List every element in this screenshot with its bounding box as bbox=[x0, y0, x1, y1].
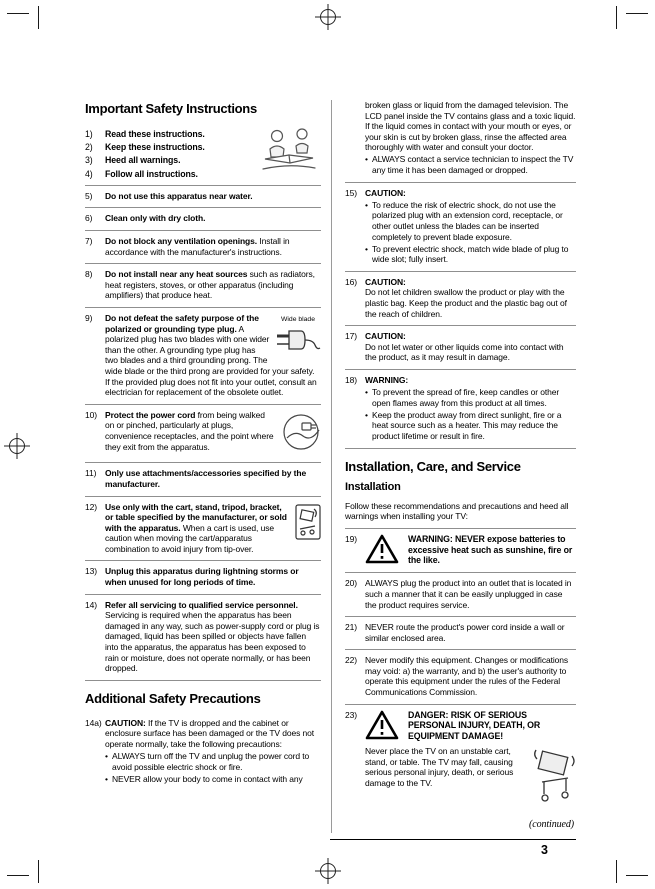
item-body bbox=[105, 191, 321, 202]
item-text: Do not let children swallow the product or play with the plastic bag. Keep the product and the plastic bag out of the reach of children. bbox=[365, 287, 567, 319]
bullet-item bbox=[365, 387, 576, 408]
list-item bbox=[85, 168, 257, 181]
danger-triangle-icon bbox=[365, 710, 399, 743]
safety-item-10 bbox=[85, 405, 321, 464]
safety-item-7 bbox=[85, 231, 321, 264]
instructions-1-4-list bbox=[85, 125, 257, 181]
crop-mark-bottom-right-horizontal bbox=[626, 875, 648, 876]
item-bold-text: Unplug this apparatus during lightning storms or when unused for long periods of time. bbox=[105, 566, 299, 588]
bullet-glyph: • bbox=[365, 387, 368, 398]
item-text: Follow all instructions. bbox=[105, 168, 198, 179]
item-body bbox=[105, 600, 321, 674]
item-number: 8) bbox=[85, 269, 93, 280]
item-number: 17) bbox=[345, 331, 357, 342]
crop-mark-bottom-left-horizontal bbox=[7, 875, 29, 876]
item-number: 6) bbox=[85, 213, 93, 224]
bullet-text: Keep the product away from direct sunlight, fire or a heat source such as a heater. This may reduce the product lifetime or result in fire. bbox=[372, 409, 562, 441]
safety-item-8 bbox=[85, 264, 321, 308]
section-heading-additional-precautions: Additional Safety Precautions bbox=[85, 690, 261, 706]
cart-tipover-warning-icon bbox=[295, 504, 321, 540]
item-bold-text: Do not block any ventilation openings. bbox=[105, 236, 258, 246]
safety-item-15 bbox=[345, 183, 576, 272]
safety-item-17 bbox=[345, 326, 576, 370]
item-number: 21) bbox=[345, 622, 357, 633]
bullet-item bbox=[365, 244, 576, 265]
safety-item-9 bbox=[85, 308, 321, 405]
item-number: 2) bbox=[85, 142, 93, 153]
bullet-glyph: • bbox=[365, 243, 368, 254]
item-number: 5) bbox=[85, 190, 93, 201]
item-number: 9) bbox=[85, 312, 93, 323]
item-rest-text: such as radiators, heat registers, stoves, or other apparatus (including amplifiers) that produce heat. bbox=[105, 269, 315, 301]
item-rest-text: When a cart is used, use caution when moving the cart/apparatus combination to avoid injury from tip-over. bbox=[105, 522, 274, 554]
crop-mark-top-left-vertical bbox=[38, 6, 39, 29]
warning-text: WARNING: NEVER expose batteries to excessive heat such as sunshine, fire or the like. bbox=[408, 533, 573, 566]
falling-tv-figure bbox=[532, 748, 576, 807]
item-bold-text: Do not use this apparatus near water. bbox=[105, 190, 253, 201]
item-bold-text: Do not install near any heat sources bbox=[105, 269, 248, 280]
item-number: 16) bbox=[345, 276, 357, 287]
list-item bbox=[85, 141, 257, 154]
item-number: 14) bbox=[85, 599, 97, 610]
people-reading-illustration-icon bbox=[257, 125, 321, 181]
danger-row bbox=[365, 710, 576, 743]
falling-tv-icon bbox=[532, 748, 576, 804]
safety-item-22 bbox=[345, 650, 576, 704]
item-number: 3) bbox=[85, 155, 93, 166]
crop-mark-top-right-vertical bbox=[616, 6, 617, 29]
bullet-glyph: • bbox=[105, 751, 108, 762]
polarized-plug-figure bbox=[275, 315, 321, 355]
continuation-text: broken glass or liquid from the damaged television. The LCD panel inside the TV contains glass and a toxic liquid. If the liquid comes in contact with your mouth or eyes, or your skin is cut by broken glass, rinse the affected area thoroughly with water and consult your doctor. bbox=[365, 100, 576, 153]
crop-mark-top-left-horizontal bbox=[7, 13, 29, 14]
item-number: 7) bbox=[85, 236, 93, 246]
bullet-text: NEVER allow your body to come in contact with any bbox=[112, 773, 303, 784]
right-column bbox=[345, 100, 576, 830]
safety-item-23 bbox=[345, 705, 576, 815]
item-number: 11) bbox=[85, 468, 97, 479]
item-number: 4) bbox=[85, 168, 93, 179]
item-rest-text: from being walked on or pinched, particularly at plugs, convenience receptacles, and the point where they exit from the apparatus. bbox=[105, 409, 274, 452]
item-body bbox=[365, 710, 576, 809]
item-body bbox=[365, 534, 576, 567]
bullet-text: To reduce the risk of electric shock, do not use the polarized plug with an extension cord, receptacle, or other outlet unless the blades can be inserted completely to prevent blade exposure. bbox=[372, 199, 563, 242]
item-bold-text: Only use attachments/accessories specified by the manufacturer. bbox=[105, 468, 307, 489]
polarized-plug-icon bbox=[275, 327, 321, 353]
section-heading-installation-care-service: Installation, Care, and Service bbox=[345, 458, 521, 474]
left-column bbox=[85, 100, 321, 790]
item-body bbox=[105, 236, 321, 257]
power-cord-icon bbox=[281, 412, 321, 452]
safety-item-13 bbox=[85, 561, 321, 594]
safety-item-18 bbox=[345, 370, 576, 449]
item-text: Do not let water or other liquids come into contact with the product, as it may result in damage. bbox=[365, 341, 564, 363]
instructions-1-4-block bbox=[85, 123, 321, 186]
list-item bbox=[85, 154, 257, 167]
item-number: 23) bbox=[345, 709, 357, 720]
danger-text: DANGER: RISK OF SERIOUS PERSONAL INJURY, DEATH, OR EQUIPMENT DAMAGE! bbox=[408, 709, 541, 742]
item-number: 20) bbox=[345, 578, 357, 589]
item-number: 10) bbox=[85, 409, 97, 420]
bullet-text: To prevent the spread of fire, keep candles or other open flames away from this product at all times. bbox=[372, 387, 560, 408]
page-footer-rule bbox=[330, 839, 576, 840]
bullet-item bbox=[365, 200, 576, 242]
item-text: NEVER route the product's power cord inside a wall or similar enclosed area. bbox=[365, 622, 565, 643]
item-body bbox=[105, 566, 321, 587]
item-number: 18) bbox=[345, 374, 357, 385]
safety-item-5 bbox=[85, 186, 321, 209]
power-cord-figure bbox=[281, 412, 321, 455]
safety-item-6 bbox=[85, 208, 321, 231]
bullet-text: To prevent electric shock, match wide blade of plug to wide slot; fully insert. bbox=[372, 243, 569, 265]
continuation-block bbox=[345, 100, 576, 183]
item-bold-text: Protect the power cord bbox=[105, 409, 196, 420]
registration-mark-top-center-icon bbox=[315, 4, 341, 30]
item-bold-text: Do not defeat the safety purpose of the polarized or grounding type plug. bbox=[105, 312, 259, 334]
item-number: 22) bbox=[345, 655, 357, 666]
bullet-glyph: • bbox=[365, 409, 368, 420]
item-body bbox=[105, 269, 321, 301]
item-body bbox=[105, 410, 321, 457]
item-body bbox=[365, 331, 576, 363]
safety-item-19 bbox=[345, 529, 576, 574]
item-text: Keep these instructions. bbox=[105, 142, 205, 153]
item-body bbox=[105, 313, 321, 398]
crop-mark-bottom-left-vertical bbox=[38, 860, 39, 883]
item-bold-text: CAUTION: bbox=[365, 187, 406, 198]
list-item bbox=[85, 128, 257, 141]
item-body bbox=[105, 468, 321, 489]
safety-item-21 bbox=[345, 617, 576, 650]
item-number: 15) bbox=[345, 187, 357, 198]
bullet-item bbox=[365, 154, 576, 175]
safety-item-20 bbox=[345, 573, 576, 617]
installation-intro-text: Follow these recommendations and precautions and heed all warnings when installing your TV: bbox=[345, 499, 576, 529]
item-bold-text: CAUTION: bbox=[365, 276, 406, 287]
safety-item-11 bbox=[85, 463, 321, 496]
column-divider bbox=[331, 100, 332, 833]
bullet-text: ALWAYS turn off the TV and unplug the power cord to avoid possible electric shock or fire. bbox=[112, 751, 310, 772]
danger-body bbox=[365, 746, 576, 804]
bullet-item bbox=[105, 751, 321, 772]
item-body bbox=[365, 277, 576, 319]
item-text: Never modify this equipment. Changes or modifications may void: a) the warranty, and b) the user's authority to operate this equipment under the rules of the Federal Communications Commission. bbox=[365, 655, 569, 698]
item-rest-text: Install in accordance with the manufacturer's instructions. bbox=[105, 236, 290, 257]
item-bold-text: Clean only with dry cloth. bbox=[105, 213, 206, 224]
item-body bbox=[365, 188, 576, 265]
continued-label: (continued) bbox=[529, 818, 574, 830]
safety-item-16 bbox=[345, 272, 576, 326]
page-number: 3 bbox=[541, 843, 548, 857]
bullet-glyph: • bbox=[365, 154, 368, 165]
item-body bbox=[105, 718, 321, 785]
item-rest-text: If the TV is dropped and the cabinet or enclosure surface has been damaged or the TV does not operate normally, take the following precautions: bbox=[105, 717, 315, 749]
crop-mark-top-right-horizontal bbox=[626, 13, 648, 14]
item-number: 19) bbox=[345, 533, 357, 544]
safety-item-14a bbox=[85, 713, 321, 791]
item-text: Read these instructions. bbox=[105, 129, 205, 139]
item-body bbox=[105, 502, 321, 555]
warning-triangle-icon bbox=[365, 534, 399, 567]
item-bold-text: Use only with the cart, stand, tripod, bracket, or table specified by the manufacturer, or sold with the apparatus. bbox=[105, 501, 287, 533]
subsection-heading-installation: Installation bbox=[345, 480, 401, 493]
item-bold-text: WARNING: bbox=[365, 374, 409, 385]
wide-blade-label: Wide blade bbox=[280, 315, 315, 323]
item-bold-text: Refer all servicing to qualified service personnel. bbox=[105, 599, 298, 610]
section-heading-important-safety: Important Safety Instructions bbox=[85, 101, 257, 116]
item-number: 14a) bbox=[85, 717, 102, 728]
item-text: ALWAYS plug the product into an outlet that is located in such a manner that it can be easily unplugged in case the product requires service. bbox=[365, 578, 572, 610]
item-number: 13) bbox=[85, 566, 97, 577]
item-body bbox=[105, 213, 321, 224]
item-bold-text: CAUTION: bbox=[365, 331, 406, 342]
bullet-item bbox=[105, 774, 321, 785]
item-bold-text: CAUTION: bbox=[105, 717, 146, 728]
safety-item-12 bbox=[85, 497, 321, 562]
item-text: Never place the TV on an unstable cart, stand, or table. The TV may fall, causing serious personal injury, death, or serious damage to the TV. bbox=[365, 746, 514, 789]
bullet-item bbox=[365, 410, 576, 442]
registration-mark-left-middle-icon bbox=[4, 433, 30, 459]
bullet-text: ALWAYS contact a service technician to inspect the TV any time it has been damaged or dropped. bbox=[372, 154, 574, 176]
item-number: 1) bbox=[85, 129, 93, 139]
item-number: 12) bbox=[85, 501, 97, 512]
crop-mark-bottom-right-vertical bbox=[616, 860, 617, 883]
item-text: Heed all warnings. bbox=[105, 155, 181, 166]
item-rest-text: Servicing is required when the apparatus has been damaged in any way, such as power-supply cord or plug is damaged, liquid has been spilled or objects have fallen into the apparatus, the apparatus has been exposed to rain or moisture, does not operate normally, or has been dropped. bbox=[105, 610, 320, 674]
item-body bbox=[365, 375, 576, 442]
item-rest-text: A polarized plug has two blades with one wider than the other. A grounding type plug has two blades and a third grounding prong. The wide blade or the third prong are provided for your safety. If the provided plug does not fit into your outlet, consult an electrician for replacement of the obsolete outlet. bbox=[105, 323, 317, 398]
bullet-glyph: • bbox=[105, 773, 108, 784]
safety-item-14 bbox=[85, 595, 321, 681]
registration-mark-bottom-center-icon bbox=[315, 858, 341, 884]
cart-tipover-figure bbox=[295, 504, 321, 543]
bullet-glyph: • bbox=[365, 199, 368, 210]
